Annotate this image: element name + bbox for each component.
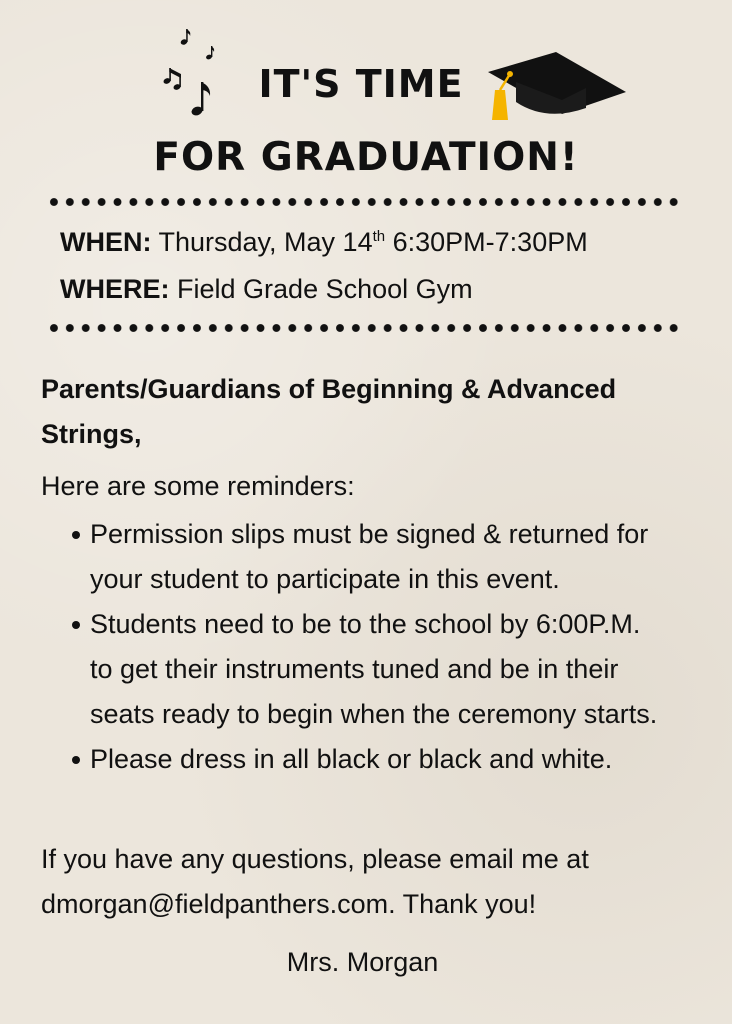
when-time: 6:30PM-7:30PM [392,227,588,257]
graduation-cap-icon [486,50,631,130]
title-line-2: FOR GRADUATION! [153,135,579,180]
signature: Mrs. Morgan [286,947,439,977]
list-item: Permission slips must be signed & returned for your student to participate in this event. [41,512,690,602]
when-suffix: th [372,228,386,245]
list-item: Please dress in all black or black and white. [41,737,701,782]
title-line-1: IT'S TIME [258,62,464,106]
dotted-divider-top [46,196,682,208]
where-line [60,273,473,305]
letter-heading: Parents/Guardians of Beginning & Advanced Strings, [41,374,617,449]
when-day: Thursday, May 14 [158,227,373,257]
where-label: WHERE: [60,274,170,304]
letter-closing: If you have any questions, please email me at dmorgan@fieldpanthers.com. Thank you! [41,844,589,919]
letter-intro: Here are some reminders: [41,471,355,501]
when-line [60,226,588,258]
where-value: Field Grade School Gym [177,274,473,304]
list-item: Students need to be to the school by 6:00P.M. to get their instruments tuned and be in their seats ready to begin when the ceremony starts. [41,602,670,737]
dotted-divider-bottom [46,322,682,334]
when-label: WHEN: [60,227,152,257]
reminder-list [41,512,701,782]
